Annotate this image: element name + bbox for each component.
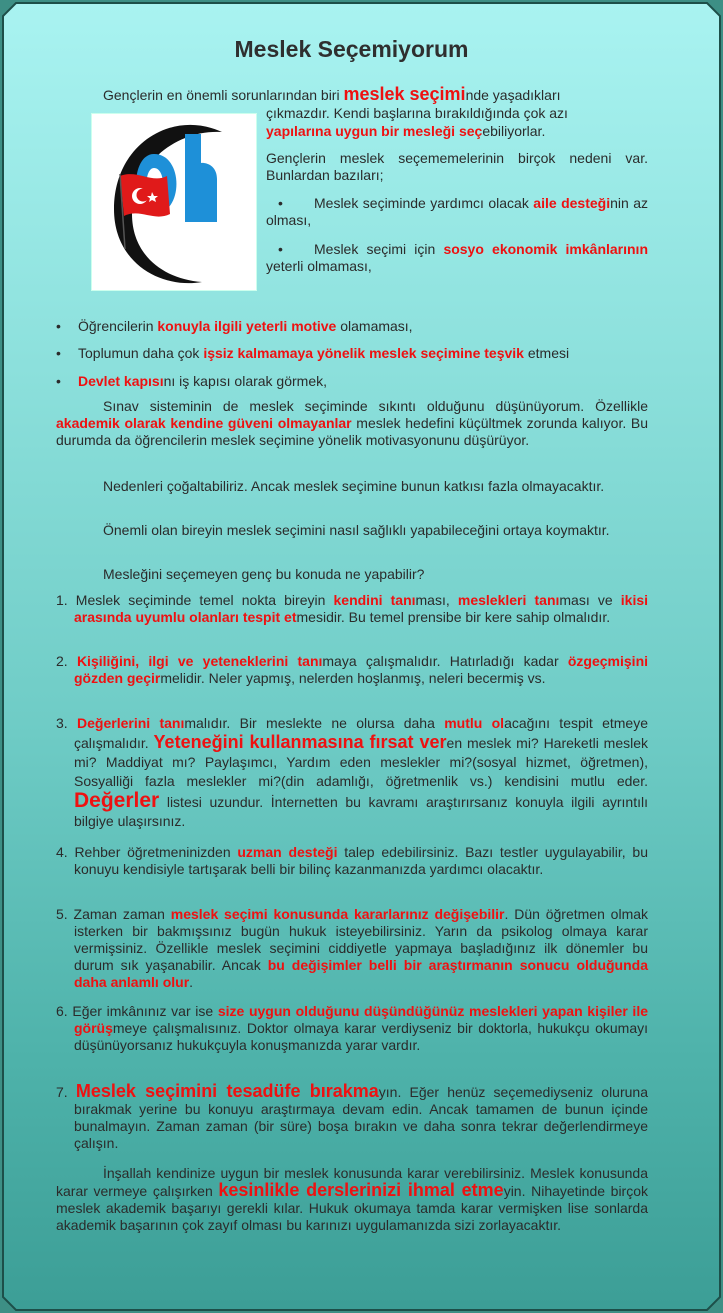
para-nedenleri: Nedenleri çoğaltabiliriz. Ancak meslek seçimine bunun katkısı fazla olmayacaktır. bbox=[103, 478, 605, 494]
item-7: 7. Meslek seçimini tesadüfe bırakmayın. Eğer henüz seçemediyseniz oluruna bırakmak yerine bu konuyu araştırmaya devam edin. Ancak tamamen de bunun içinde bunalmayın. Zaman zaman (bir süre) boşa bırakın ve daha sonra tekrar değerlendirmeye çalışın. bbox=[56, 1081, 648, 1151]
item-4: 4. Rehber öğretmeninizden uzman desteği talep edebilirsiniz. Bazı testler uygulayabilir, bu konuyu kendisiyle tartışarak belli bir bilinç kazanmanızda yardımcı olacaktır. bbox=[56, 844, 648, 877]
item-1: 1. Meslek seçiminde temel nokta bireyin kendini tanıması, meslekleri tanıması ve ikisi arasında uyumlu olanları tespit etmesidir. Bu temel prensibe bir kere sahip olmalıdır. bbox=[56, 592, 649, 625]
item-2: 2. Kişiliğini, ilgi ve yeteneklerini tanımaya çalışmalıdır. Hatırladığı kadar özgeçmişini gözden geçirmelidir. Neler yapmış, nelerden hoşlanmış, neleri becermiş vs. bbox=[56, 653, 649, 686]
item-3: 3. Değerlerini tanımalıdır. Bir meslekte ne olursa daha mutlu olacağını tespit etmeye çalışmalıdır. Yeteneğini kullanmasına fırsat veren meslek mi? Hareketli meslek mi? Maddiyat mı? Paylaşımcı, Yardım eden meslekler mi?(sosyal hizmet, öğretmen), Sosyalliği fazla meslekler mi?(din adamlığı, öğretmenlik vs.) kendisini mutlu eder. Değerler listesi uzundur. İnternetten bu kavramı araştırırsanız konuyla ilgili ayrıntılı bilgiye ulaşırsınız. bbox=[56, 715, 649, 829]
para-soru: Mesleğini seçemeyen genç bu konuda ne yapabilir? bbox=[103, 566, 425, 582]
logo bbox=[91, 113, 257, 291]
page-title: Meslek Seçemiyorum bbox=[234, 36, 469, 62]
intro-para-2: Gençlerin meslek seçememelerinin birçok nedeni var. Bunlardan bazıları; bbox=[266, 150, 648, 183]
para-onemli: Önemli olan bireyin meslek seçimini nasıl sağlıklı yapabileceğini ortaya koymaktır. bbox=[103, 522, 610, 538]
intro-line-2: çıkmazdır. Kendi başlarına bırakıldığında çok azı bbox=[266, 105, 568, 121]
intro-line-1: Gençlerin en önemli sorunlarından biri meslek seçiminde yaşadıkları bbox=[103, 84, 561, 104]
bullet-issiz: • Toplumun daha çok işsiz kalmamaya yönelik meslek seçimine teşvik etmesi bbox=[56, 345, 570, 361]
turkish-flag-oh-logo-icon bbox=[92, 114, 256, 290]
bullet-devlet: • Devlet kapısını iş kapısı olarak görmek, bbox=[56, 373, 328, 389]
para-sinav: Sınav sisteminin de meslek seçiminde sıkıntı olduğunu düşünüyorum. Özellikle akademik olarak kendine güveni olmayanlar meslek hedefini küçültmek zorunda kalıyor. Bu durumda da öğrencilerin meslek seçimine yönelik motivasyonunu düşürüyor. bbox=[56, 398, 649, 448]
item-5: 5. Zaman zaman meslek seçimi konusunda kararlarınız değişebilir. Dün öğretmen olmak isterken bir bakmışsınız bugün hukuk isteyebilirsiniz. Yarın da psikolog olmaya karar vermişsiniz. Özellikle meslek seçimini ciddiyetle yapmaya başladığınız ilk dönemler bu durum sık yaşanabilir. Ancak bu değişimler belli bir araştırmanın sonucu olduğunda daha anlamlı olur. bbox=[56, 906, 649, 990]
bullet-motive: • Öğrencilerin konuyla ilgili yeterli motive olamaması, bbox=[56, 318, 413, 334]
intro-bullet-2: • Meslek seçimi için sosyo ekonomik imkânlarının yeterli olmaması, bbox=[266, 241, 648, 274]
para-closing: İnşallah kendinize uygun bir meslek konusunda karar verebilirsiniz. Meslek konusunda karar vermeye çalışırken kesinlikle derslerinizi ihmal etmeyin. Nihayetinde birçok meslek akademik başarıyı gerekli kılar. Hukuk okumaya tamda karar vermişken lise sonlarda akademik başarının çok zayıf olması bu karınızı uygulamanızda sizi zorlayacaktır. bbox=[56, 1165, 648, 1233]
intro-bullet-1: • Meslek seçiminde yardımcı olacak aile desteğinin az olması, bbox=[266, 195, 649, 228]
item-6: 6. Eğer imkânınız var ise size uygun olduğunu düşündüğünüz meslekleri yapan kişiler ile görüşmeye çalışmalısınız. Doktor olmaya karar verdiyseniz bir doktorla, hukukçu okumayı düşünüyorsanız hukukçuyla konuşmanızda yarar vardır. bbox=[56, 1003, 648, 1053]
intro-line-3: yapılarına uygun bir mesleği seçebiliyorlar. bbox=[266, 123, 546, 139]
